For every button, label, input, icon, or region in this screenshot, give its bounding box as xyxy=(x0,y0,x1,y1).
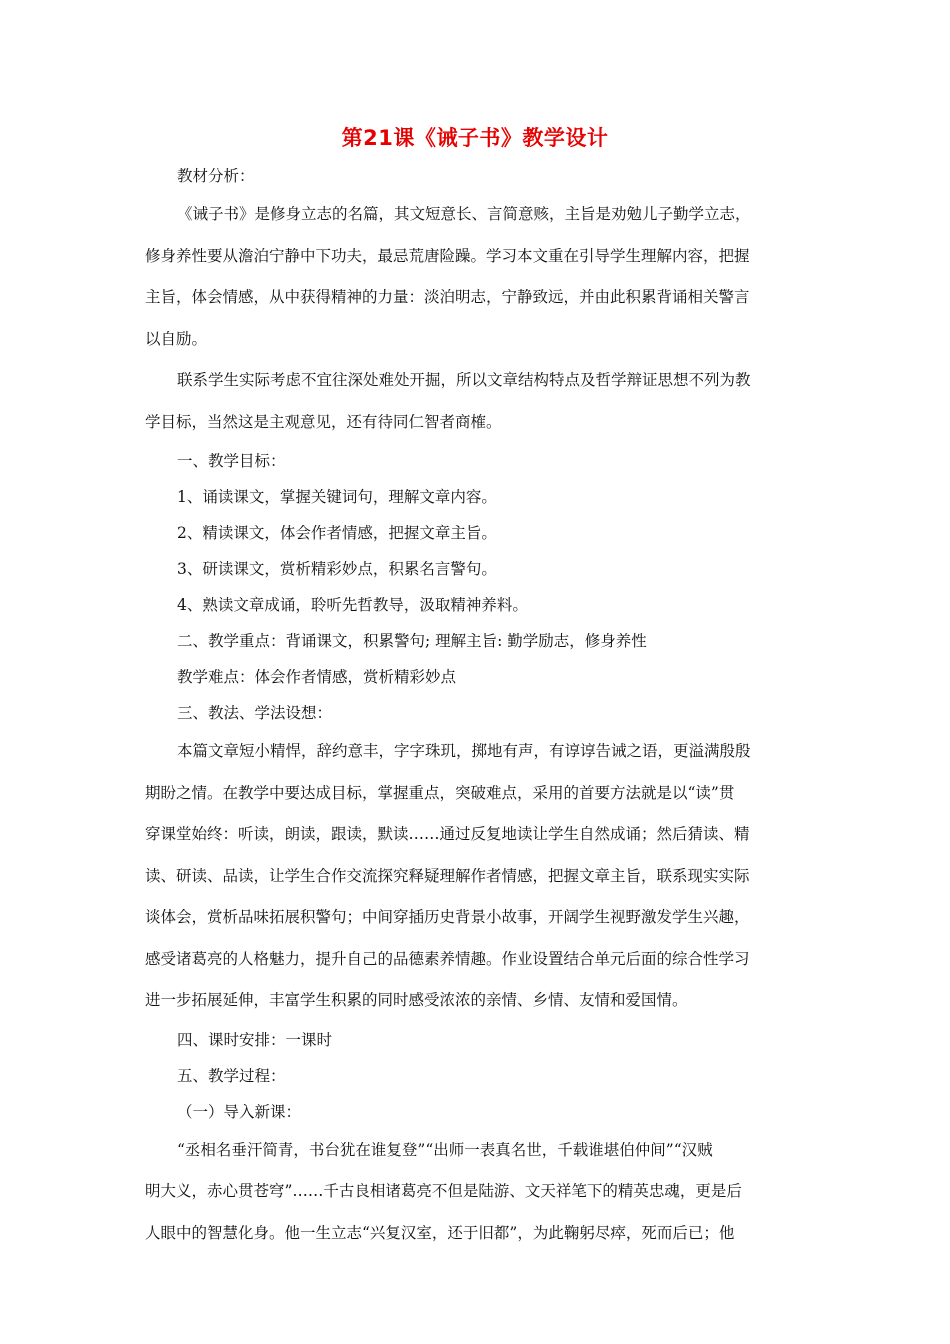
text-line: 2、精读课文，体会作者情感，把握文章主旨。 xyxy=(177,524,497,542)
text-line: 五、教学过程： xyxy=(177,1066,286,1085)
text-line: 四、课时安排：一课时 xyxy=(177,1030,333,1049)
text-line: 明大义，赤心贯苍穹”……千古良相诸葛亮不但是陆游、文天祥笔下的精英忠魂，更是后 xyxy=(145,1182,742,1200)
text-line: 3、研读课文，赏析精彩妙点，积累名言警句。 xyxy=(177,560,497,578)
text-line: 穿课堂始终：听读，朗读，跟读，默读……通过反复地读让学生自然成诵；然后猜读、精 xyxy=(145,825,750,843)
text-line: 以自励。 xyxy=(145,329,208,348)
text-line: 学目标，当然这是主观意见，还有待同仁智者商榷。 xyxy=(145,412,502,431)
document-title: 第21课《诫子书》教学设计 xyxy=(341,126,609,150)
text-line: 三、教法、学法设想： xyxy=(177,704,333,722)
text-line: （一）导入新课： xyxy=(177,1102,302,1121)
text-line: 4、熟读文章成诵，聆听先哲教导，汲取精神养料。 xyxy=(177,596,528,614)
text-line: 本篇文章短小精悍，辞约意丰，字字珠玑，掷地有声，有谆谆告诫之语，更溢满殷殷 xyxy=(177,742,751,760)
text-line: 教学难点：体会作者情感，赏析精彩妙点 xyxy=(177,668,457,686)
text-line: 感受诸葛亮的人格魅力，提升自己的品德素养情趣。作业设置结合单元后面的综合性学习 xyxy=(145,949,750,968)
text-line: 谈体会，赏析品味拓展积警句；中间穿插历史背景小故事，开阔学生视野激发学生兴趣， xyxy=(145,908,750,926)
text-line: “丞相名垂汗简青，书台犹在谁复登”“出师一表真名世，千载谁堪伯仲间”“汉贼 xyxy=(177,1140,713,1159)
text-line: 二、教学重点：背诵课文，积累警句; 理解主旨: 勤学励志，修身养性 xyxy=(177,632,647,650)
text-line: 《诫子书》是修身立志的名篇，其文短意长、言简意赅，主旨是劝勉儿子勤学立志， xyxy=(177,205,751,223)
document-body xyxy=(145,158,807,1254)
text-line: 1、诵读课文，掌握关键词句，理解文章内容。 xyxy=(177,488,497,506)
text-line: 进一步拓展延伸，丰富学生积累的同时感受浓浓的亲情、乡情、友情和爱国情。 xyxy=(145,991,688,1009)
text-line: 教材分析： xyxy=(177,167,255,185)
text-line: 一、教学目标： xyxy=(177,452,286,470)
text-line: 修身养性要从澹泊宁静中下功夫，最忌荒唐险躁。学习本文重在引导学生理解内容，把握 xyxy=(145,246,750,265)
text-line: 人眼中的智慧化身。他一生立志“兴复汉室，还于旧都”，为此鞠躬尽瘁，死而后已；他 xyxy=(145,1223,735,1242)
text-line: 联系学生实际考虑不宜往深处难处开掘，所以文章结构特点及哲学辩证思想不列为教 xyxy=(177,371,751,389)
text-line: 期盼之情。在教学中要达成目标，掌握重点，突破难点，采用的首要方法就是以“读”贯 xyxy=(145,783,735,802)
text-line: 主旨，体会情感，从中获得精神的力量：淡泊明志，宁静致远，并由此积累背诵相关警言 xyxy=(145,288,750,306)
text-line: 读、研读、品读，让学生合作交流探究释疑理解作者情感，把握文章主旨，联系现实实际 xyxy=(145,866,750,885)
